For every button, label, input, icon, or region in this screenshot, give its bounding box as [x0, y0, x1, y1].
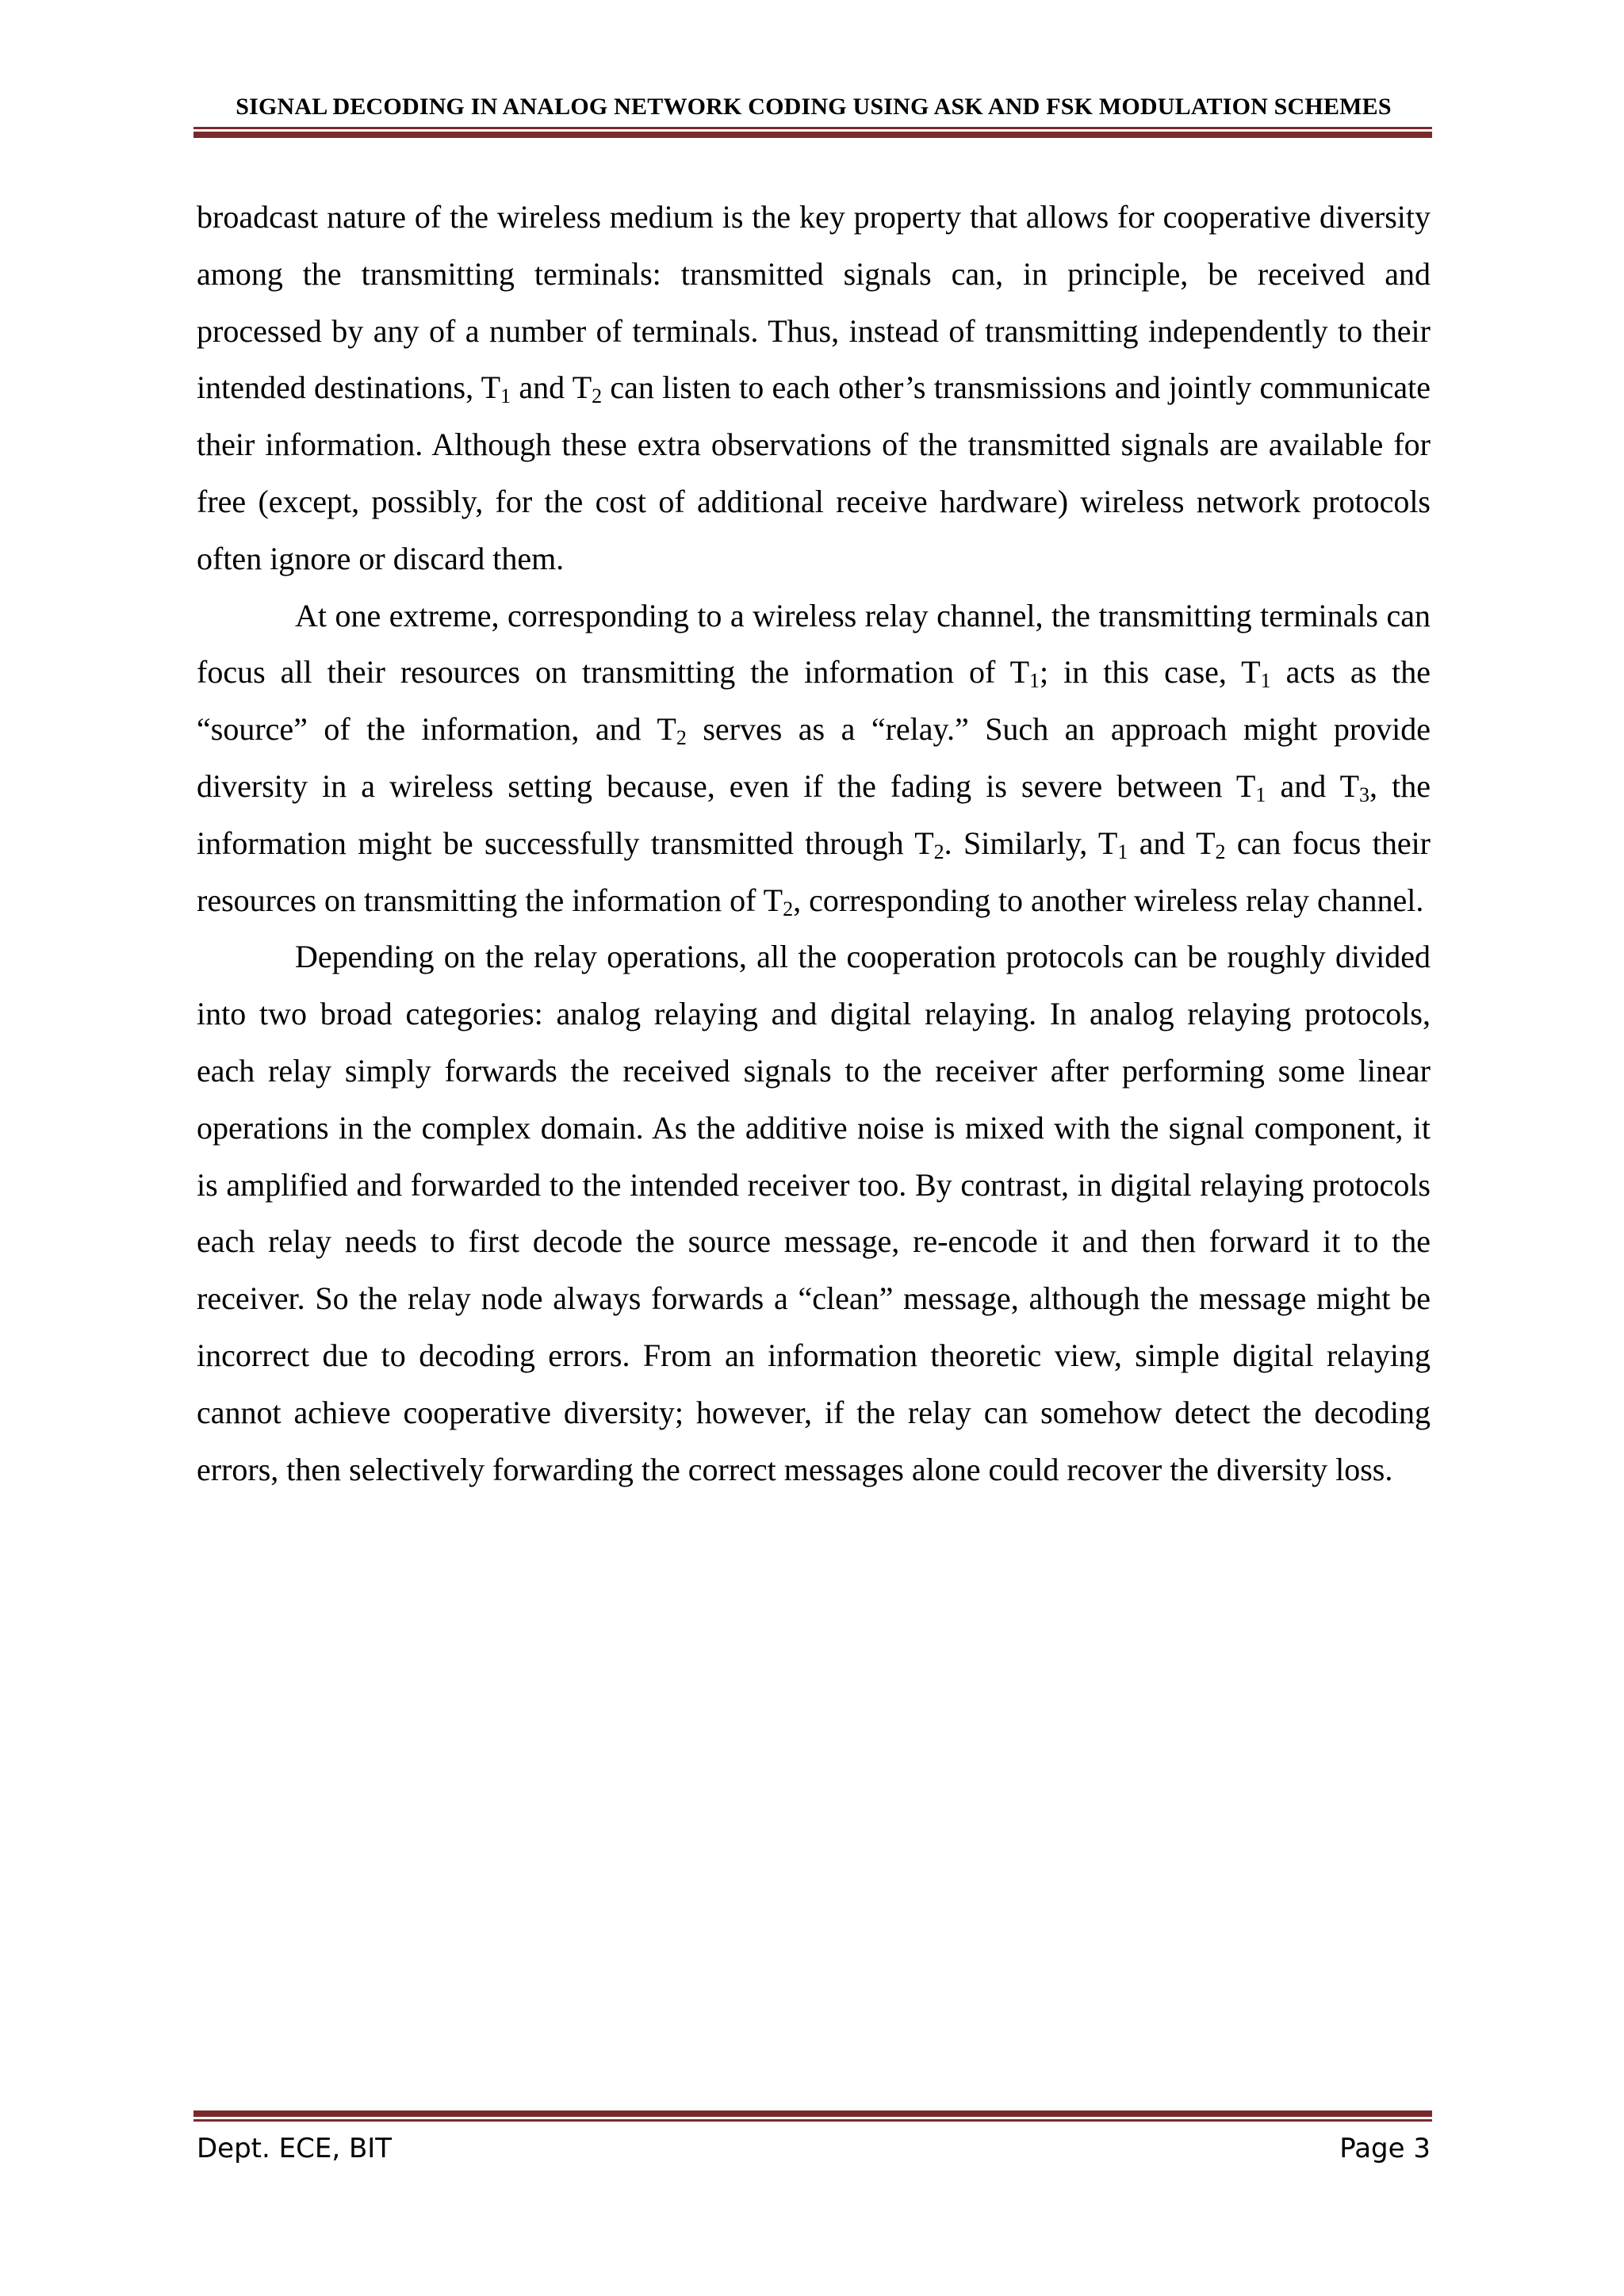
text-run: can focus their resources on transmitting the information of T	[197, 825, 1431, 918]
text-run: and T	[511, 369, 592, 406]
subscript: 1	[500, 385, 511, 408]
subscript: 1	[1029, 669, 1040, 693]
subscript: 1	[1117, 840, 1128, 863]
text-run: , corresponding to another wireless relay channel.	[793, 882, 1424, 918]
running-header-title: SIGNAL DECODING IN ANALOG NETWORK CODING USING ASK AND FSK MODULATION SCHEMES	[236, 94, 1392, 120]
subscript: 2	[592, 385, 603, 408]
text-run: ; in this case, T	[1040, 654, 1261, 691]
text-run: and T	[1128, 825, 1216, 861]
subscript: 2	[783, 897, 794, 920]
subscript: 2	[676, 726, 687, 750]
text-run: At one extreme, corresponding to a wireless relay channel, the transmitting terminals can focus all their resources on transmitting the information of T	[197, 597, 1431, 691]
text-run: and T	[1266, 767, 1360, 804]
text-run: can listen to each other’s transmissions and jointly communicate their information. Although these extra observations of the transmitted signals are available for free (except, possibly, for the cost of additional receive hardware) wireless network protocols often ignore or discard them.	[197, 369, 1431, 576]
text-run: broadcast nature of the wireless medium is the key property that allows for cooperative diversity among the transmitting terminals: transmitted signals can, in principle, be received and processed by any of a number of terminals. Thus, instead of transmitting independently to their intended destinations, T	[197, 199, 1431, 406]
subscript: 1	[1260, 669, 1271, 693]
text-run: acts as the “source” of the information, and T	[197, 654, 1431, 748]
subscript: 2	[1215, 840, 1226, 863]
subscript: 1	[1255, 783, 1266, 806]
paragraph-1	[197, 189, 1431, 587]
paragraph-2	[197, 587, 1431, 929]
footer-department: Dept. ECE, BIT	[197, 2133, 393, 2164]
footer-page-number: Page 3	[1339, 2133, 1431, 2164]
body-text	[197, 189, 1431, 1498]
subscript: 3	[1359, 783, 1370, 806]
text-run: , the information might be successfully transmitted through T	[197, 767, 1431, 861]
footer-rule	[193, 2110, 1432, 2122]
paragraph-3: Depending on the relay operations, all the cooperation protocols can be roughly divided into two broad categories: analog relaying and digital relaying. In analog relaying protocols, each relay simply forwards the received signals to the receiver after performing some linear operations in the complex domain. As the additive noise is mixed with the signal component, it is amplified and forwarded to the intended receiver too. By contrast, in digital relaying protocols each relay needs to first decode the source message, re-encode it and then forward it to the receiver. So the relay node always forwards a “clean” message, although the message might be incorrect due to decoding errors. From an information theoretic view, simple digital relaying cannot achieve cooperative diversity; however, if the relay can somehow detect the decoding errors, then selectively forwarding the correct messages alone could recover the diversity loss.	[197, 939, 1431, 1487]
text-run: serves as a “relay.” Such an approach might provide diversity in a wireless setting because, even if the fading is severe between T	[197, 711, 1431, 804]
header-rule	[193, 127, 1432, 138]
subscript: 2	[933, 840, 944, 863]
text-run: . Similarly, T	[944, 825, 1118, 861]
